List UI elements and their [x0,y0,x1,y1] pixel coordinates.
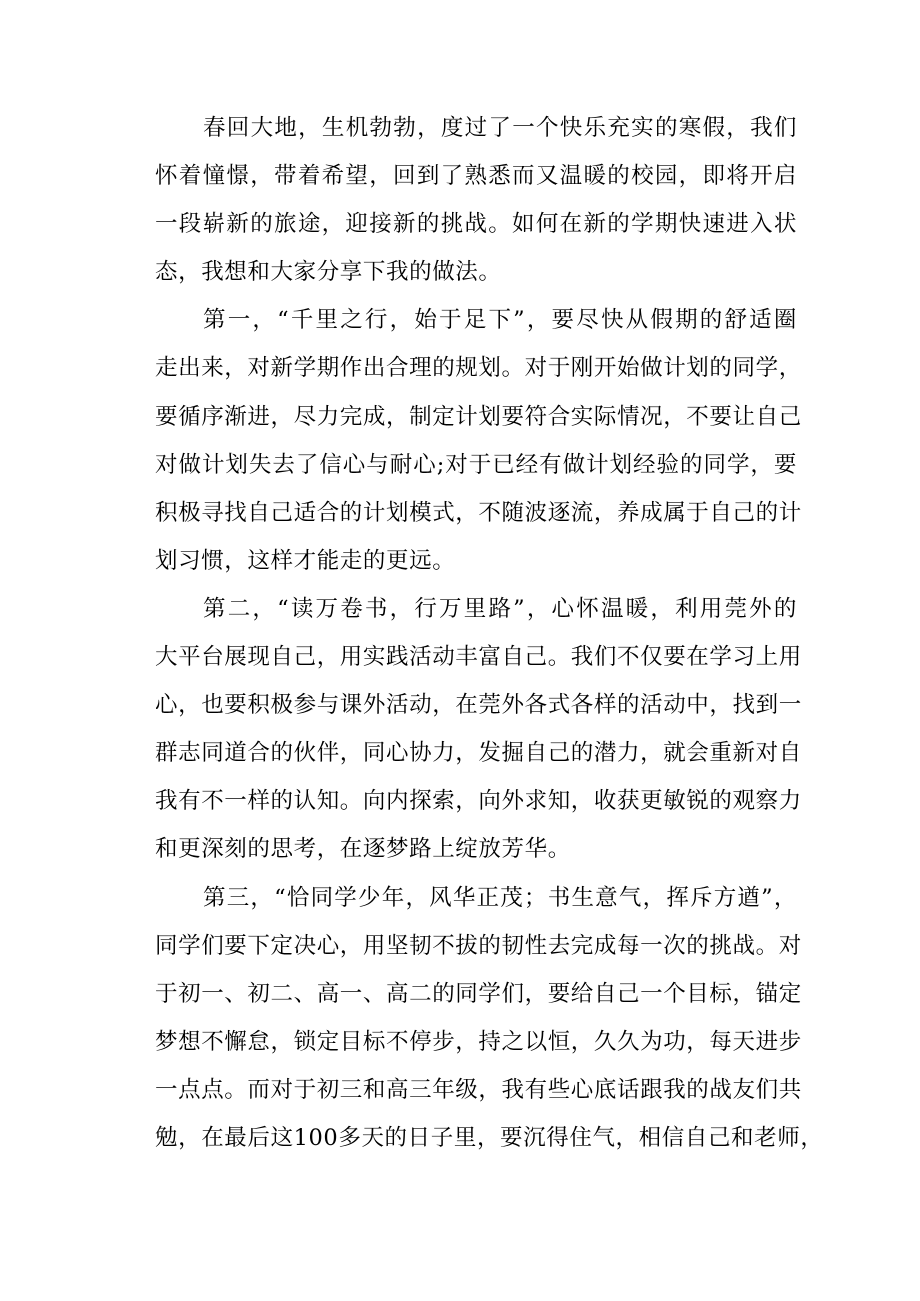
paragraph-4-line-2: 同学们要下定决心，用坚韧不拔的韧性去完成每一次的挑战。对 [155,932,802,959]
paragraph-3-line-2: 大平台展现自己，用实践活动丰富自己。我们不仅要在学习上用 [155,644,802,671]
paragraph-1-line-3: 一段崭新的旅途，迎接新的挑战。如何在新的学期快速进入状 [155,211,797,238]
paragraph-2-line-6: 划习惯，这样才能走的更远。 [155,547,456,574]
paragraph-2-line-1: 第一，“千里之行，始于足下”，要尽快从假期的舒适圈 [203,307,797,334]
paragraph-4-line-4: 梦想不懈怠，锁定目标不停步，持之以恒，久久为功，每天进步 [155,1028,802,1055]
paragraph-2-line-4: 对做计划失去了信心与耐心;对于已经有做计划经验的同学，要 [155,451,797,478]
paragraph-3-line-5: 我有不一样的认知。向内探索，向外求知，收获更敏锐的观察力 [155,788,802,815]
paragraph-2-line-5: 积极寻找自己适合的计划模式，不随波逐流，养成属于自己的计 [155,499,802,526]
paragraph-3-line-3: 心，也要积极参与课外活动，在莞外各式各样的活动中，找到一 [155,692,802,719]
paragraph-3-line-1: 第二，“读万卷书，行万里路”，心怀温暖，利用莞外的 [203,595,797,622]
paragraph-4-line-3: 于初一、初二、高一、高二的同学们，要给自己一个目标，锚定 [155,980,802,1007]
paragraph-1-line-2: 怀着憧憬，带着希望，回到了熟悉而又温暖的校园，即将开启 [155,163,797,190]
paragraph-4-line-6: 勉，在最后这100多天的日子里，要沉得住气，相信自己和老师， [155,1124,824,1151]
paragraph-1-line-4: 态，我想和大家分享下我的做法。 [155,259,502,286]
paragraph-3-line-6: 和更深刻的思考，在逐梦路上绽放芳华。 [155,836,571,863]
paragraph-4-line-1: 第三，“恰同学少年，风华正茂；书生意气，挥斥方遒”， [203,884,797,911]
paragraph-1-line-1: 春回大地，生机勃勃，度过了一个快乐充实的寒假，我们 [203,115,797,141]
paragraph-4-line-5: 一点点。而对于初三和高三年级，我有些心底话跟我的战友们共 [155,1076,802,1103]
paragraph-2-line-2: 走出来，对新学期作出合理的规划。对于刚开始做计划的同学， [155,355,802,382]
document-body [155,110,824,1168]
paragraph-3-line-4: 群志同道合的伙伴，同心协力，发掘自己的潜力，就会重新对自 [155,740,802,767]
paragraph-2-line-3: 要循序渐进，尽力完成，制定计划要符合实际情况，不要让自己 [155,403,802,430]
